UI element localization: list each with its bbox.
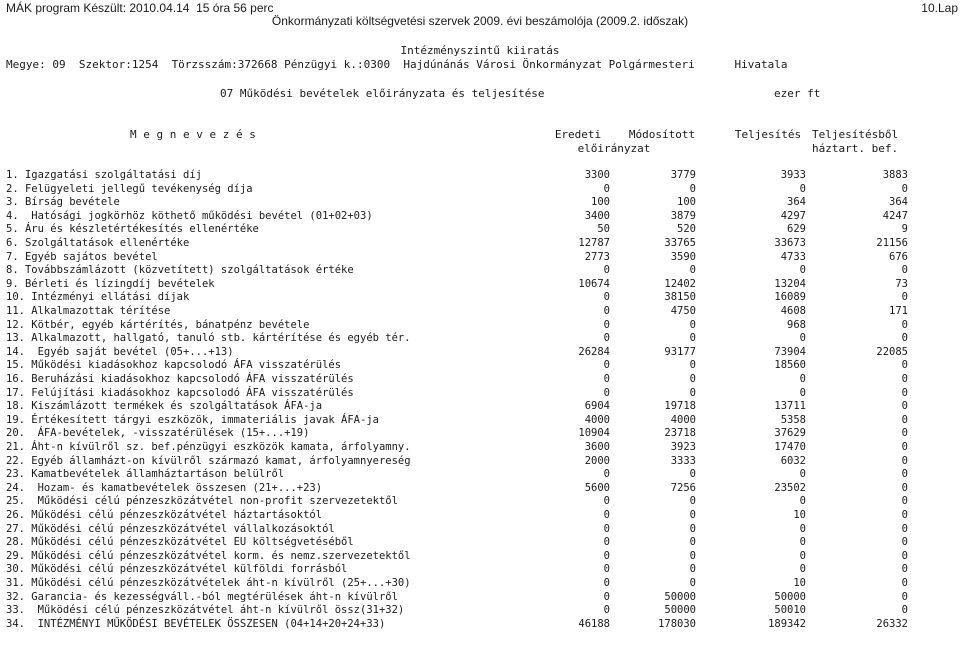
table-row xyxy=(0,278,960,291)
row-value-3: 968 xyxy=(787,318,806,331)
row-value-1: 6904 xyxy=(584,400,610,413)
row-value-4: 0 xyxy=(901,577,908,589)
table-row xyxy=(0,387,960,400)
row-value-4: 0 xyxy=(901,522,908,535)
row-value-2: 7256 xyxy=(670,481,696,494)
table-row xyxy=(0,373,960,386)
row-value-3: 364 xyxy=(787,196,806,209)
table-row xyxy=(0,346,960,359)
row-value-2: 100 xyxy=(677,196,696,209)
row-label: 29. Működési célú pénzeszközátvétel korm. és nemz.szervezetektől xyxy=(6,549,411,562)
table-row xyxy=(0,591,960,604)
row-value-4: 0 xyxy=(901,481,908,494)
row-label: 11. Alkalmazottak térítése xyxy=(6,305,171,317)
row-label: 25. Működési célú pénzeszközátvétel non-profit szervezetektől xyxy=(6,495,398,508)
row-value-2: 3333 xyxy=(670,454,696,467)
row-value-2: 0 xyxy=(689,509,696,521)
row-value-1: 0 xyxy=(603,563,610,576)
row-label: 19. Értékesített tárgyi eszközök, immateriális javak ÁFA-ja xyxy=(6,413,379,426)
table-row xyxy=(0,523,960,536)
row-value-2: 0 xyxy=(689,536,696,549)
row-value-2: 3590 xyxy=(670,250,696,263)
table-row xyxy=(0,563,960,576)
column-perf-of-header-line2: háztart. bef. xyxy=(812,142,899,155)
row-value-1: 100 xyxy=(591,196,610,209)
row-value-3: 17470 xyxy=(774,441,806,453)
table-row xyxy=(0,400,960,413)
row-label: 17. Felújítási kiadásokhoz kapcsolodó ÁFA visszatérülés xyxy=(6,386,354,399)
page-number: 10.Lap xyxy=(921,1,958,15)
row-value-4: 0 xyxy=(901,413,908,426)
row-value-4: 73 xyxy=(895,277,908,290)
row-value-2: 0 xyxy=(689,549,696,562)
row-value-1: 2773 xyxy=(584,250,610,263)
row-value-4: 26332 xyxy=(876,617,908,630)
row-label: 22. Egyéb államházt-on kívülről származó kamat, árfolyamnyereség xyxy=(6,454,411,467)
row-value-2: 33765 xyxy=(664,237,696,249)
row-value-4: 0 xyxy=(901,332,908,345)
row-value-3: 0 xyxy=(799,264,806,277)
row-value-2: 4750 xyxy=(670,305,696,317)
table-title: 07 Működési bevételek előirányzata és teljesítése xyxy=(220,87,545,100)
row-value-1: 0 xyxy=(603,291,610,304)
row-value-3: 37629 xyxy=(774,427,806,440)
row-value-3: 4733 xyxy=(780,250,806,263)
table-row xyxy=(0,414,960,427)
row-value-4: 0 xyxy=(901,318,908,331)
row-value-2: 178030 xyxy=(658,617,696,630)
column-modified-header: Módosított xyxy=(628,128,696,141)
row-value-3: 13711 xyxy=(774,400,806,413)
table-row xyxy=(0,482,960,495)
row-label: 30. Működési célú pénzeszközátvétel külföldi forrásból xyxy=(6,563,348,576)
row-value-4: 0 xyxy=(901,359,908,372)
row-value-2: 50000 xyxy=(664,604,696,617)
row-value-4: 0 xyxy=(901,604,908,617)
row-label: 9. Bérleti és lízingdíj bevételek xyxy=(6,277,215,290)
institution-line: Megye: 09 Szektor:1254 Törzsszám:372668 Pénzügyi k.:0300 Hajdúnánás Városi Önkormányzat Polgármesteri Hivatala xyxy=(6,58,788,71)
row-value-3: 33673 xyxy=(774,237,806,249)
row-value-3: 0 xyxy=(799,332,806,345)
table-row xyxy=(0,495,960,508)
report-title: Önkormányzati költségvetési szervek 2009. évi beszámolója (2009.2. időszak) xyxy=(271,14,689,28)
row-value-2: 0 xyxy=(689,373,696,385)
table-row xyxy=(0,509,960,522)
table-row xyxy=(0,183,960,196)
row-value-1: 0 xyxy=(603,318,610,331)
row-value-4: 0 xyxy=(901,549,908,562)
table-row xyxy=(0,468,960,481)
row-value-2: 520 xyxy=(677,223,696,236)
row-value-3: 10 xyxy=(793,577,806,589)
column-name-header: M e g n e v e z é s xyxy=(130,128,256,141)
table-row xyxy=(0,359,960,372)
row-label: 5. Áru és készletértékesítés ellenértéke xyxy=(6,223,259,236)
row-label: 26. Működési célú pénzeszközátvétel háztartásoktól xyxy=(6,509,323,521)
row-value-2: 0 xyxy=(689,386,696,399)
row-value-1: 0 xyxy=(603,305,610,317)
row-value-4: 4247 xyxy=(882,209,908,222)
row-value-2: 0 xyxy=(689,332,696,345)
table-row xyxy=(0,196,960,209)
row-value-3: 0 xyxy=(799,386,806,399)
row-value-1: 0 xyxy=(603,495,610,508)
column-original-header: Eredeti xyxy=(554,128,602,141)
table-row xyxy=(0,441,960,454)
table-row xyxy=(0,291,960,304)
table-row xyxy=(0,577,960,590)
row-value-3: 0 xyxy=(799,536,806,549)
table-row xyxy=(0,169,960,182)
row-value-4: 9 xyxy=(901,223,908,236)
table-row xyxy=(0,305,960,318)
row-value-1: 5600 xyxy=(584,481,610,494)
row-value-4: 0 xyxy=(901,495,908,508)
row-value-2: 50000 xyxy=(664,590,696,603)
row-label: 2. Felügyeleti jellegű tevékenység díja xyxy=(6,182,253,195)
row-label: 15. Működési kiadásokhoz kapcsolodó ÁFA visszatérülés xyxy=(6,359,342,372)
table-row xyxy=(0,427,960,440)
row-value-1: 50 xyxy=(597,223,610,236)
row-value-3: 3933 xyxy=(780,169,806,181)
row-value-1: 0 xyxy=(603,536,610,549)
row-value-3: 6032 xyxy=(780,454,806,467)
row-value-2: 93177 xyxy=(664,345,696,358)
row-value-1: 0 xyxy=(603,182,610,195)
program-line: MÁK program Készült: 2010.04.14 15 óra 56 perc xyxy=(6,1,274,15)
row-value-1: 4000 xyxy=(584,413,610,426)
row-value-4: 0 xyxy=(901,264,908,277)
row-label: 33. Működési célú pénzeszközátvétel áht-n kívülről össz(31+32) xyxy=(6,604,405,617)
row-label: 10. Intézményi ellátási díjak xyxy=(6,291,190,304)
row-value-3: 5358 xyxy=(780,413,806,426)
row-label: 23. Kamatbevételek államháztartáson belülről xyxy=(6,468,285,481)
row-value-2: 4000 xyxy=(670,413,696,426)
row-value-3: 0 xyxy=(799,549,806,562)
row-label: 28. Működési célú pénzeszközátvétel EU költségvetéséből xyxy=(6,536,354,549)
row-value-1: 10904 xyxy=(578,427,610,440)
row-label: 1. Igazgatási szolgáltatási díj xyxy=(6,169,202,181)
row-value-3: 4297 xyxy=(780,209,806,222)
row-value-3: 0 xyxy=(799,495,806,508)
row-label: 14. Egyéb saját bevétel (05+...+13) xyxy=(6,345,234,358)
sub-title: Intézményszintű kiiratás xyxy=(400,44,560,57)
row-value-1: 0 xyxy=(603,590,610,603)
row-value-4: 0 xyxy=(901,536,908,549)
table-row xyxy=(0,251,960,264)
row-label: 21. Áht-n kívülről sz. bef.pénzügyi eszközök kamata, árfolyamny. xyxy=(6,441,411,453)
row-value-3: 10 xyxy=(793,509,806,521)
row-label: 12. Kötbér, egyéb kártérítés, bánatpénz bevétele xyxy=(6,318,310,331)
row-value-1: 2000 xyxy=(584,454,610,467)
row-value-3: 50000 xyxy=(774,590,806,603)
row-value-4: 0 xyxy=(901,373,908,385)
row-value-4: 0 xyxy=(901,509,908,521)
row-value-2: 0 xyxy=(689,563,696,576)
column-performance-header: Teljesítés xyxy=(734,128,802,141)
row-value-3: 0 xyxy=(799,522,806,535)
row-label: 24. Hozam- és kamatbevételek összesen (21+...+23) xyxy=(6,481,323,494)
row-value-4: 21156 xyxy=(876,237,908,249)
row-label: 8. Továbbszámlázott (közvetített) szolgáltatások értéke xyxy=(6,264,354,277)
row-value-4: 0 xyxy=(901,563,908,576)
row-value-4: 3883 xyxy=(882,169,908,181)
row-value-3: 189342 xyxy=(768,617,806,630)
row-label: 13. Alkalmazott, hallgató, tanuló stb. kártérítése és egyéb tér. xyxy=(6,332,411,345)
row-value-4: 0 xyxy=(901,182,908,195)
row-label: 27. Működési célú pénzeszközátvétel vállalkozásoktól xyxy=(6,522,335,535)
row-value-2: 0 xyxy=(689,468,696,481)
row-value-3: 629 xyxy=(787,223,806,236)
row-value-2: 0 xyxy=(689,495,696,508)
table-row xyxy=(0,210,960,223)
row-value-1: 46188 xyxy=(578,617,610,630)
row-label: 18. Kiszámlázott termékek és szolgáltatások ÁFA-ja xyxy=(6,400,323,413)
row-value-4: 0 xyxy=(901,468,908,481)
row-value-2: 0 xyxy=(689,182,696,195)
table-row xyxy=(0,455,960,468)
row-value-1: 0 xyxy=(603,522,610,535)
row-value-4: 171 xyxy=(889,305,908,317)
row-value-3: 50010 xyxy=(774,604,806,617)
row-value-2: 19718 xyxy=(664,400,696,413)
row-label: 4. Hatósági jogkörhöz köthető működési bevétel (01+02+03) xyxy=(6,209,373,222)
row-value-3: 73904 xyxy=(774,345,806,358)
row-value-1: 0 xyxy=(603,332,610,345)
row-label: 16. Beruházási kiadásokhoz kapcsolodó ÁFA visszatérülés xyxy=(6,373,354,385)
row-value-1: 0 xyxy=(603,264,610,277)
row-value-1: 3600 xyxy=(584,441,610,453)
row-value-3: 23502 xyxy=(774,481,806,494)
table-row xyxy=(0,332,960,345)
row-label: 6. Szolgáltatások ellenértéke xyxy=(6,237,190,249)
table-row xyxy=(0,319,960,332)
row-value-1: 0 xyxy=(603,468,610,481)
row-value-4: 0 xyxy=(901,427,908,440)
row-value-4: 0 xyxy=(901,454,908,467)
row-value-3: 0 xyxy=(799,373,806,385)
table-row xyxy=(0,618,960,631)
row-value-1: 0 xyxy=(603,549,610,562)
table-row xyxy=(0,604,960,617)
row-value-1: 0 xyxy=(603,604,610,617)
row-value-2: 0 xyxy=(689,264,696,277)
row-value-2: 0 xyxy=(689,522,696,535)
table-row xyxy=(0,223,960,236)
row-value-3: 13204 xyxy=(774,277,806,290)
row-label: 34. INTÉZMÉNYI MŰKÖDÉSI BEVÉTELEK ÖSSZESEN (04+14+20+24+33) xyxy=(6,617,386,630)
row-value-4: 0 xyxy=(901,590,908,603)
table-row xyxy=(0,237,960,250)
row-value-2: 3923 xyxy=(670,441,696,453)
row-value-4: 22085 xyxy=(876,345,908,358)
row-value-1: 0 xyxy=(603,577,610,589)
row-value-1: 12787 xyxy=(578,237,610,249)
row-value-3: 16089 xyxy=(774,291,806,304)
row-value-1: 0 xyxy=(603,359,610,372)
row-value-2: 0 xyxy=(689,359,696,372)
row-label: 31. Működési célú pénzeszközátvételek áht-n kívülről (25+...+30) xyxy=(6,577,411,589)
row-value-2: 38150 xyxy=(664,291,696,304)
row-label: 3. Bírság bevétele xyxy=(6,196,120,209)
row-value-4: 364 xyxy=(889,196,908,209)
row-value-1: 3400 xyxy=(584,209,610,222)
row-value-1: 0 xyxy=(603,386,610,399)
row-value-3: 0 xyxy=(799,468,806,481)
row-label: 20. ÁFA-bevételek, -visszatérülések (15+...+19) xyxy=(6,427,310,440)
row-value-2: 23718 xyxy=(664,427,696,440)
unit-label: ezer ft xyxy=(774,87,821,100)
row-value-4: 0 xyxy=(901,441,908,453)
row-value-2: 12402 xyxy=(664,277,696,290)
column-perf-of-header: Teljesítésből xyxy=(812,128,899,141)
table-row xyxy=(0,536,960,549)
row-value-3: 0 xyxy=(799,182,806,195)
row-value-3: 0 xyxy=(799,563,806,576)
row-value-2: 3879 xyxy=(670,209,696,222)
row-value-2: 0 xyxy=(689,318,696,331)
row-value-1: 0 xyxy=(603,373,610,385)
row-value-2: 3779 xyxy=(670,169,696,181)
column-original-header-line2: előirányzat xyxy=(577,142,651,155)
row-value-1: 0 xyxy=(603,509,610,521)
row-value-1: 3300 xyxy=(584,169,610,181)
row-value-1: 10674 xyxy=(578,277,610,290)
row-value-4: 676 xyxy=(889,250,908,263)
row-value-4: 0 xyxy=(901,291,908,304)
row-value-3: 18560 xyxy=(774,359,806,372)
row-value-3: 4608 xyxy=(780,305,806,317)
table-row xyxy=(0,264,960,277)
row-label: 7. Egyéb sajátos bevétel xyxy=(6,250,158,263)
row-value-2: 0 xyxy=(689,577,696,589)
row-value-4: 0 xyxy=(901,386,908,399)
table-row xyxy=(0,550,960,563)
row-label: 32. Garancia- és kezességváll.-ból megtérülések áht-n kívülről xyxy=(6,590,398,603)
row-value-1: 26284 xyxy=(578,345,610,358)
row-value-4: 0 xyxy=(901,400,908,413)
